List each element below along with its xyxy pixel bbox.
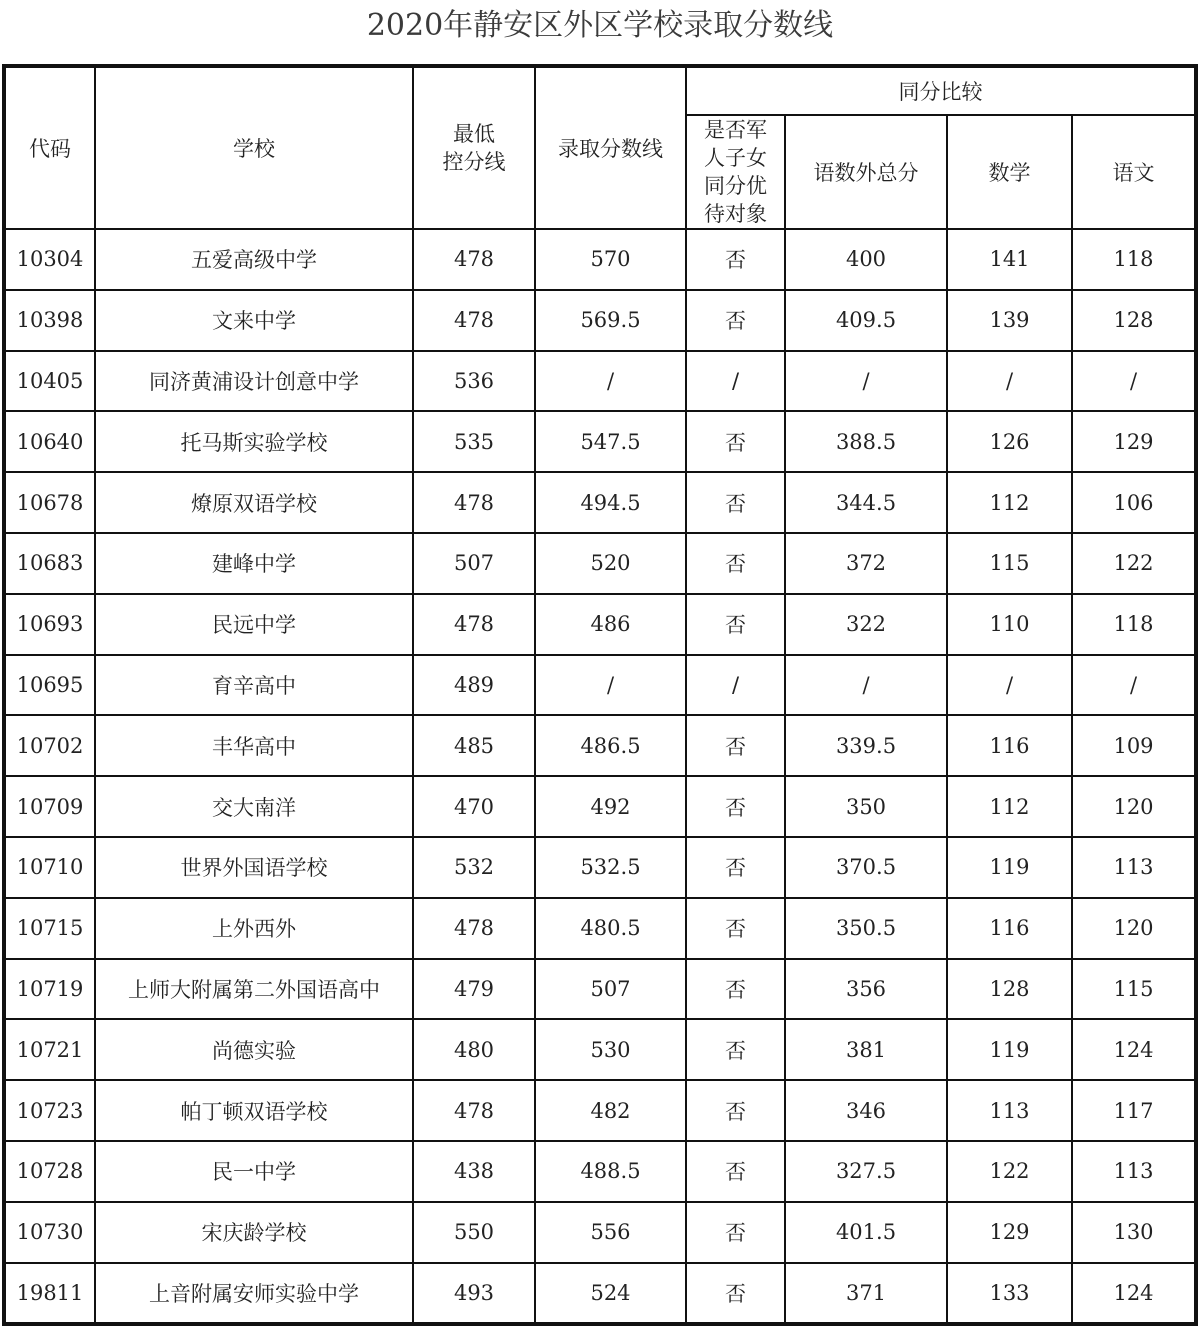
- cell-code: 10719: [4, 959, 95, 1020]
- cell-min-line: 532: [413, 837, 535, 898]
- cell-math: 116: [947, 715, 1072, 776]
- cell-code: 10693: [4, 594, 95, 655]
- cell-total: 350: [785, 776, 947, 837]
- cell-admission: /: [535, 351, 686, 412]
- cell-min-line: 493: [413, 1263, 535, 1325]
- cell-code: 10730: [4, 1202, 95, 1263]
- cell-min-line: 478: [413, 290, 535, 351]
- cell-admission: 556: [535, 1202, 686, 1263]
- cell-military-priority: 否: [686, 959, 785, 1020]
- cell-admission: 492: [535, 776, 686, 837]
- cell-chinese: 124: [1072, 1019, 1196, 1080]
- cell-admission: 488.5: [535, 1141, 686, 1202]
- cell-total: /: [785, 655, 947, 716]
- cell-math: 119: [947, 1019, 1072, 1080]
- cell-code: 10405: [4, 351, 95, 412]
- cell-total: 370.5: [785, 837, 947, 898]
- cell-admission: 494.5: [535, 472, 686, 533]
- cell-admission: /: [535, 655, 686, 716]
- cell-code: 10640: [4, 411, 95, 472]
- cell-min-line: 478: [413, 1080, 535, 1141]
- cell-total: 322: [785, 594, 947, 655]
- table-row: [4, 411, 1196, 472]
- header-military-line-4: 待对象: [704, 202, 767, 226]
- cell-admission: 570: [535, 229, 686, 290]
- cell-total: 372: [785, 533, 947, 594]
- cell-admission: 480.5: [535, 898, 686, 959]
- cell-code: 10715: [4, 898, 95, 959]
- header-min-control-line-2: 控分线: [442, 150, 506, 174]
- cell-code: 19811: [4, 1263, 95, 1325]
- cell-school: 同济黄浦设计创意中学: [95, 351, 413, 412]
- cell-admission: 530: [535, 1019, 686, 1080]
- table-row: [4, 776, 1196, 837]
- cell-admission: 532.5: [535, 837, 686, 898]
- cell-math: 129: [947, 1202, 1072, 1263]
- header-code: 代码: [4, 66, 95, 229]
- cell-chinese: 118: [1072, 229, 1196, 290]
- cell-min-line: 489: [413, 655, 535, 716]
- cell-school: 民远中学: [95, 594, 413, 655]
- cell-math: /: [947, 655, 1072, 716]
- cell-total: 344.5: [785, 472, 947, 533]
- table-row: [4, 655, 1196, 716]
- header-admission-line: 录取分数线: [535, 66, 686, 229]
- page-title: 2020年静安区外区学校录取分数线: [366, 8, 834, 43]
- table-row: [4, 1263, 1196, 1325]
- header-chinese: 语文: [1072, 115, 1196, 229]
- cell-math: 119: [947, 837, 1072, 898]
- cell-total: 409.5: [785, 290, 947, 351]
- header-military-line-2: 人子女: [704, 146, 767, 170]
- cell-total: /: [785, 351, 947, 412]
- cell-chinese: 113: [1072, 837, 1196, 898]
- header-military-priority: [686, 115, 785, 229]
- cell-code: 10721: [4, 1019, 95, 1080]
- cell-school: 文来中学: [95, 290, 413, 351]
- cell-total: 356: [785, 959, 947, 1020]
- cell-total: 401.5: [785, 1202, 947, 1263]
- cell-school: 民一中学: [95, 1141, 413, 1202]
- cell-military-priority: /: [686, 655, 785, 716]
- header-math: 数学: [947, 115, 1072, 229]
- cell-admission: 482: [535, 1080, 686, 1141]
- table-row: [4, 715, 1196, 776]
- table-row: [4, 229, 1196, 290]
- table-row: [4, 290, 1196, 351]
- cell-school: 建峰中学: [95, 533, 413, 594]
- cell-code: 10304: [4, 229, 95, 290]
- cell-military-priority: 否: [686, 776, 785, 837]
- cell-military-priority: /: [686, 351, 785, 412]
- cell-admission: 520: [535, 533, 686, 594]
- cell-school: 育辛高中: [95, 655, 413, 716]
- cell-code: 10728: [4, 1141, 95, 1202]
- header-military-line-1: 是否军: [704, 118, 767, 142]
- cell-admission: 486: [535, 594, 686, 655]
- cell-chinese: 115: [1072, 959, 1196, 1020]
- cell-math: /: [947, 351, 1072, 412]
- cell-admission: 507: [535, 959, 686, 1020]
- table-row: [4, 594, 1196, 655]
- cell-military-priority: 否: [686, 411, 785, 472]
- cell-military-priority: 否: [686, 533, 785, 594]
- cell-min-line: 478: [413, 229, 535, 290]
- cell-total: 350.5: [785, 898, 947, 959]
- cell-math: 141: [947, 229, 1072, 290]
- cell-total: 346: [785, 1080, 947, 1141]
- table-row: [4, 472, 1196, 533]
- cell-code: 10683: [4, 533, 95, 594]
- cell-min-line: 536: [413, 351, 535, 412]
- cell-admission: 486.5: [535, 715, 686, 776]
- cell-military-priority: 否: [686, 1263, 785, 1325]
- cell-code: 10678: [4, 472, 95, 533]
- header-min-control-line-1: 最低: [453, 122, 495, 146]
- cell-min-line: 550: [413, 1202, 535, 1263]
- table-row: [4, 1019, 1196, 1080]
- table-row: [4, 351, 1196, 412]
- cell-min-line: 478: [413, 898, 535, 959]
- header-total-cme: 语数外总分: [785, 115, 947, 229]
- cell-math: 113: [947, 1080, 1072, 1141]
- cell-code: 10398: [4, 290, 95, 351]
- cell-math: 133: [947, 1263, 1072, 1325]
- cell-min-line: 507: [413, 533, 535, 594]
- cell-code: 10695: [4, 655, 95, 716]
- cell-school: 上音附属安师实验中学: [95, 1263, 413, 1325]
- cell-admission: 569.5: [535, 290, 686, 351]
- table-row: [4, 1202, 1196, 1263]
- cell-chinese: 109: [1072, 715, 1196, 776]
- cell-min-line: 479: [413, 959, 535, 1020]
- cell-school: 上师大附属第二外国语高中: [95, 959, 413, 1020]
- cell-math: 128: [947, 959, 1072, 1020]
- cell-math: 112: [947, 776, 1072, 837]
- cell-total: 339.5: [785, 715, 947, 776]
- cell-code: 10709: [4, 776, 95, 837]
- header-tie-compare: 同分比较: [686, 66, 1196, 115]
- cell-school: 托马斯实验学校: [95, 411, 413, 472]
- table-row: [4, 959, 1196, 1020]
- cell-chinese: 128: [1072, 290, 1196, 351]
- table-row: [4, 533, 1196, 594]
- cell-total: 400: [785, 229, 947, 290]
- cell-school: 上外西外: [95, 898, 413, 959]
- cell-math: 112: [947, 472, 1072, 533]
- cell-min-line: 478: [413, 472, 535, 533]
- cell-military-priority: 否: [686, 229, 785, 290]
- cell-min-line: 470: [413, 776, 535, 837]
- cell-chinese: 122: [1072, 533, 1196, 594]
- cell-code: 10702: [4, 715, 95, 776]
- cell-math: 115: [947, 533, 1072, 594]
- cell-military-priority: 否: [686, 472, 785, 533]
- cell-school: 丰华高中: [95, 715, 413, 776]
- cell-total: 381: [785, 1019, 947, 1080]
- cell-admission: 547.5: [535, 411, 686, 472]
- cell-school: 尚德实验: [95, 1019, 413, 1080]
- cell-chinese: 113: [1072, 1141, 1196, 1202]
- cell-military-priority: 否: [686, 898, 785, 959]
- cell-min-line: 480: [413, 1019, 535, 1080]
- cell-chinese: 106: [1072, 472, 1196, 533]
- cell-math: 110: [947, 594, 1072, 655]
- cell-math: 122: [947, 1141, 1072, 1202]
- cell-military-priority: 否: [686, 594, 785, 655]
- cell-military-priority: 否: [686, 715, 785, 776]
- cell-min-line: 485: [413, 715, 535, 776]
- cell-chinese: 124: [1072, 1263, 1196, 1325]
- cell-military-priority: 否: [686, 837, 785, 898]
- cell-chinese: 129: [1072, 411, 1196, 472]
- cell-chinese: 130: [1072, 1202, 1196, 1263]
- cell-admission: 524: [535, 1263, 686, 1325]
- cell-min-line: 478: [413, 594, 535, 655]
- cell-chinese: 117: [1072, 1080, 1196, 1141]
- cell-math: 139: [947, 290, 1072, 351]
- cell-total: 388.5: [785, 411, 947, 472]
- cell-military-priority: 否: [686, 1202, 785, 1263]
- cell-chinese: /: [1072, 351, 1196, 412]
- table-row: [4, 1141, 1196, 1202]
- table-row: [4, 1080, 1196, 1141]
- cell-military-priority: 否: [686, 1080, 785, 1141]
- cell-school: 燎原双语学校: [95, 472, 413, 533]
- cell-school: 帕丁顿双语学校: [95, 1080, 413, 1141]
- cell-min-line: 535: [413, 411, 535, 472]
- cell-chinese: 118: [1072, 594, 1196, 655]
- cell-code: 10710: [4, 837, 95, 898]
- cell-military-priority: 否: [686, 1019, 785, 1080]
- cell-chinese: 120: [1072, 776, 1196, 837]
- cell-total: 371: [785, 1263, 947, 1325]
- cell-school: 宋庆龄学校: [95, 1202, 413, 1263]
- cell-military-priority: 否: [686, 1141, 785, 1202]
- cell-total: 327.5: [785, 1141, 947, 1202]
- cell-school: 交大南洋: [95, 776, 413, 837]
- cell-math: 116: [947, 898, 1072, 959]
- header-military-line-3: 同分优: [704, 174, 767, 198]
- header-school: 学校: [95, 66, 413, 229]
- cell-chinese: 120: [1072, 898, 1196, 959]
- cell-school: 世界外国语学校: [95, 837, 413, 898]
- cell-school: 五爱高级中学: [95, 229, 413, 290]
- header-min-control-line: [413, 66, 535, 229]
- table-row: [4, 898, 1196, 959]
- cell-chinese: /: [1072, 655, 1196, 716]
- cell-military-priority: 否: [686, 290, 785, 351]
- cell-math: 126: [947, 411, 1072, 472]
- cell-code: 10723: [4, 1080, 95, 1141]
- table-row: [4, 837, 1196, 898]
- cell-min-line: 438: [413, 1141, 535, 1202]
- admission-score-table: [2, 64, 1198, 1326]
